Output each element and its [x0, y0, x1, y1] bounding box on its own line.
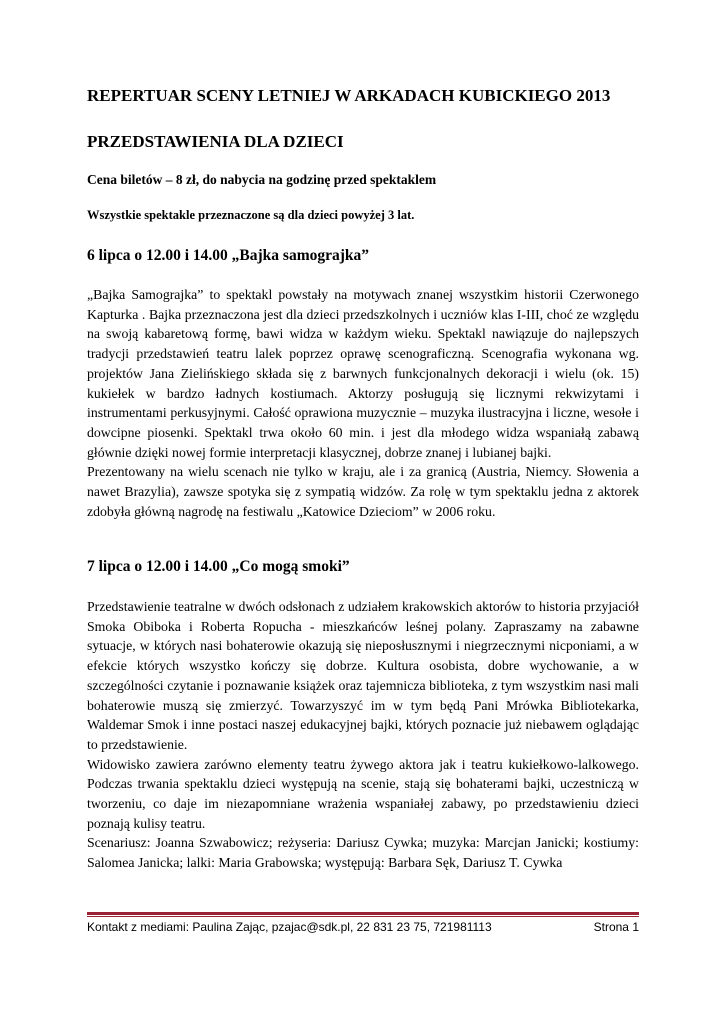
- paragraph: Scenariusz: Joanna Szwabowicz; reżyseria: Dariusz Cywka; muzyka: Marcjan Janicki; kostiumy: Salomea Janicka; lalki: Maria Grabowska; występują: Barbara Sęk, Dariusz T. Cywka: [87, 835, 639, 871]
- section-body-bajka: [87, 285, 639, 521]
- page-number: Strona 1: [593, 920, 639, 934]
- footer-divider-thin: [87, 916, 639, 917]
- paragraph: Przedstawienie teatralne w dwóch odsłonach z udziałem krakowskich aktorów to historia przyjaciół Smoka Obiboka i Roberta Ropucha - mieszkańców leśnej polany. Zapraszamy na zabawne sytuacje, w których nasi bohaterowie okazują się nieposłusznymi i niegrzecznymi nicponiami, a w efekcie których wszystko kończy się dobrze. Kultura osobista, dobre wychowanie, a w szczególności czytanie i poznawanie książek oraz tajemnicza biblioteka, z tym wszystkim nasi mali bohaterowie muszą się zmierzyć. Towarzyszyć im w tym będą Pani Mrówka Bibliotekarka, Waldemar Smok i inne postaci naszej edukacyjnej bajki, których poznacie już niebawem oglądając to przedstawienie.: [87, 599, 639, 752]
- footer-contact: Kontakt z mediami: Paulina Zając, pzajac@sdk.pl, 22 831 23 75, 721981113: [87, 920, 492, 934]
- document-title: REPERTUAR SCENY LETNIEJ W ARKADACH KUBICKIEGO 2013: [87, 86, 611, 105]
- section-heading-smoki: 7 lipca o 12.00 i 14.00 „Co mogą smoki”: [87, 558, 350, 575]
- document-subtitle: PRZEDSTAWIENIA DLA DZIECI: [87, 132, 344, 151]
- paragraph: „Bajka Samograjka” to spektakl powstały na motywach znanej wszystkim historii Czerwonego Kapturka . Bajka przeznaczona jest dla dzieci przedszkolnych i uczniów klas I-III, choć ze względu na swoją kabaretową formę, bawi widza w każdym wieku. Spektakl nawiązuje do najlepszych tradycji przedstawień teatru lalek poprzez oprawę scenograficzną. Scenografia wykonana wg. projektów Jana Zielińskiego składa się z barwnych funkcjonalnych dekoracji i wielu (ok. 15) kukiełek w bardzo ładnych kostiumach. Aktorzy posługują się licznymi rekwizytami i instrumentami perkusyjnymi. Całość oprawiona muzycznie – muzyka ilustracyjna i liczne, wesołe i dowcipne piosenki. Spektakl trwa około 60 min. i jest dla młodego widza wspaniałą zabawą głównie dzięki nowej formie interpretacji klasycznej, dobrze znanej i lubianej bajki.: [87, 287, 639, 460]
- paragraph: Prezentowany na wielu scenach nie tylko w kraju, ale i za granicą (Austria, Niemcy. Słowenia a nawet Brazylia), zawsze spotyka się z sympatią widzów. Za rolę w tym spektaklu jedna z aktorek zdobyła główną nagrodę na festiwalu „Katowice Dzieciom” w 2006 roku.: [87, 464, 639, 519]
- paragraph: Widowisko zawiera zarówno elementy teatru żywego aktora jak i teatru kukiełkowo-lalkowego. Podczas trwania spektaklu dzieci występują na scenie, stają się bohaterami bajki, uczestniczą w tworzeniu, co daje im niezapomniane wrażenia wspaniałej zabawy, po przedstawieniu dzieci poznają kulisy teatru.: [87, 756, 639, 831]
- ticket-price-note: Cena biletów – 8 zł, do nabycia na godzinę przed spektaklem: [87, 172, 437, 187]
- age-note: Wszystkie spektakle przeznaczone są dla dzieci powyżej 3 lat.: [87, 208, 415, 222]
- footer-divider: [87, 912, 639, 915]
- section-body-smoki: [87, 597, 639, 873]
- section-heading-bajka: 6 lipca o 12.00 i 14.00 „Bajka samograjka”: [87, 247, 370, 264]
